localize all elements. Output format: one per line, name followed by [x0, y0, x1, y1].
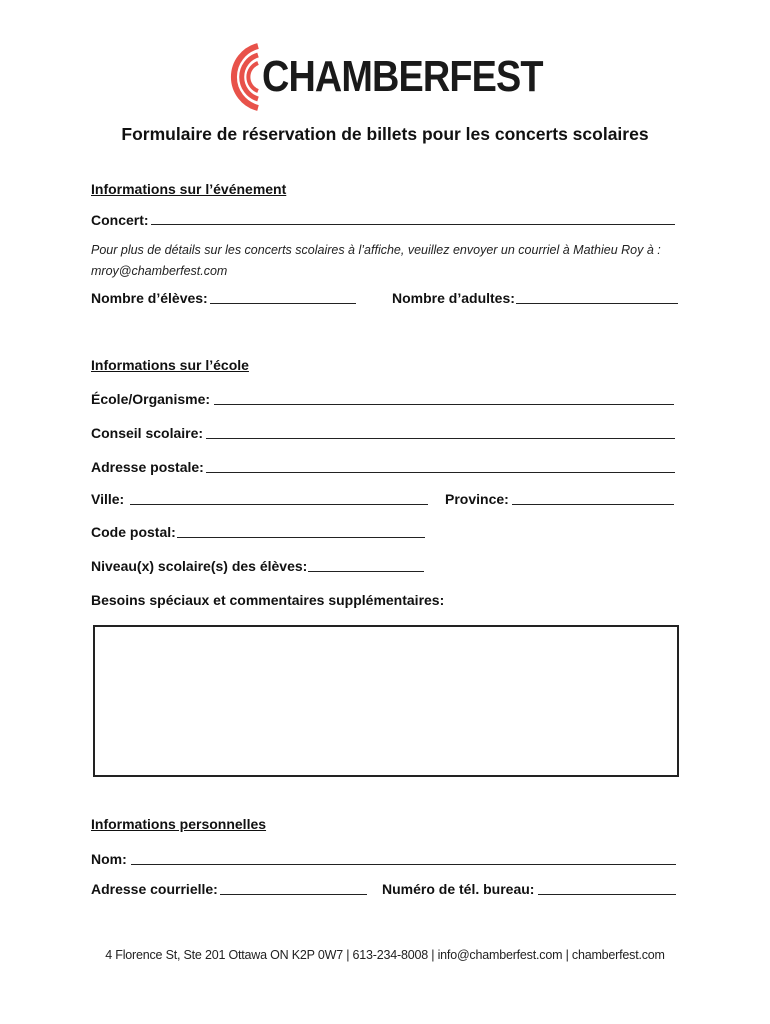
postal-address-field[interactable] — [206, 472, 675, 473]
postal-address-label: Adresse postale: — [91, 459, 204, 475]
school-label: École/Organisme: — [91, 391, 211, 407]
form-title: Formulaire de réservation de billets pour les concerts scolaires — [121, 124, 649, 144]
adults-count-field[interactable] — [516, 303, 678, 304]
province-label: Province: — [445, 491, 509, 507]
city-field[interactable] — [130, 504, 428, 505]
students-count-label: Nombre d’élèves: — [91, 290, 208, 306]
postal-code-field[interactable] — [177, 537, 425, 538]
brand-wordmark: CHAMBERFEST — [262, 52, 543, 101]
school-board-label: Conseil scolaire: — [91, 425, 204, 441]
city-label: Ville: — [91, 491, 125, 507]
note-line-2: mroy@chamberfest.com — [91, 264, 228, 278]
province-field[interactable] — [512, 504, 674, 505]
adults-count-label: Nombre d’adultes: — [392, 290, 515, 306]
office-phone-label: Numéro de tél. bureau: — [382, 881, 535, 897]
school-board-field[interactable] — [206, 438, 675, 439]
footer-contact: 4 Florence St, Ste 201 Ottawa ON K2P 0W7 | 613-234-8008 | info@chamberfest.com | chamberfest.com — [105, 948, 665, 962]
concert-field[interactable] — [151, 224, 675, 225]
personal-section-heading: Informations personnelles — [91, 816, 267, 832]
concert-label: Concert: — [91, 212, 149, 228]
event-section-heading: Informations sur l’événement — [91, 181, 287, 197]
name-label: Nom: — [91, 851, 127, 867]
grade-levels-label: Niveau(x) scolaire(s) des élèves: — [91, 558, 308, 574]
school-section-heading: Informations sur l’école — [91, 357, 249, 373]
office-phone-field[interactable] — [538, 894, 676, 895]
grade-levels-field[interactable] — [308, 571, 424, 572]
concert-info-note — [91, 240, 691, 282]
email-label: Adresse courrielle: — [91, 881, 218, 897]
comments-textarea[interactable] — [93, 625, 679, 777]
name-field[interactable] — [131, 864, 676, 865]
email-field[interactable] — [220, 894, 367, 895]
school-field[interactable] — [214, 404, 674, 405]
comments-label: Besoins spéciaux et commentaires supplémentaires: — [91, 592, 445, 608]
students-count-field[interactable] — [210, 303, 356, 304]
note-line-1: Pour plus de détails sur les concerts scolaires à l’affiche, veuillez envoyer un courriel à Mathieu Roy à : — [91, 243, 661, 257]
postal-code-label: Code postal: — [91, 524, 176, 540]
